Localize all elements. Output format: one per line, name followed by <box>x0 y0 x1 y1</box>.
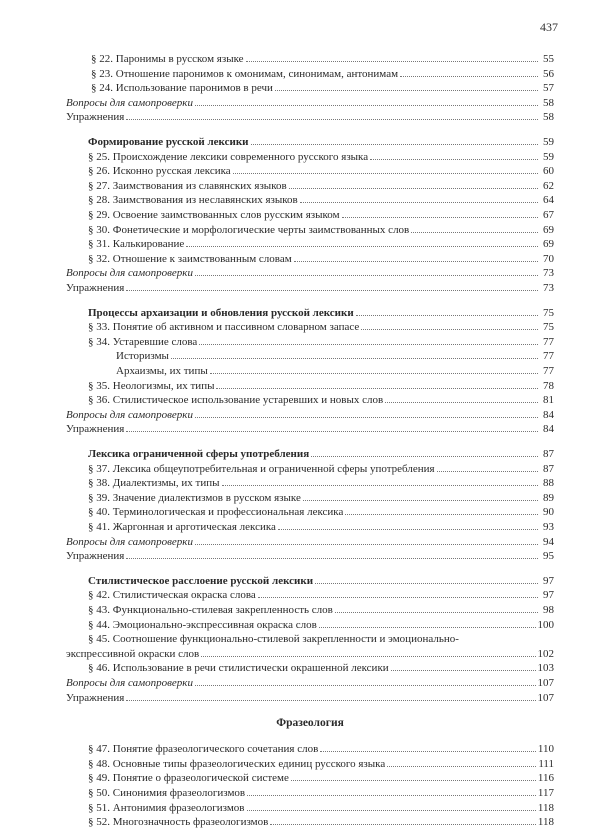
toc-page-number: 94 <box>543 536 554 548</box>
toc-entry <box>66 462 554 476</box>
toc-page-number: 93 <box>543 521 554 533</box>
dot-leader <box>126 110 538 120</box>
dot-leader <box>222 476 538 486</box>
toc-entry <box>66 491 554 505</box>
toc-entry <box>66 364 554 378</box>
toc-entry-title: § 50. Синонимия фразеологизмов <box>88 787 246 799</box>
toc-page-number: 78 <box>543 380 554 392</box>
toc-page-number: 55 <box>543 53 554 65</box>
dot-leader <box>199 335 538 345</box>
toc-entry <box>66 237 554 251</box>
dot-leader <box>294 252 538 262</box>
toc-page-number: 118 <box>537 816 554 828</box>
toc-page-number: 69 <box>543 224 554 236</box>
toc-heading <box>66 574 554 588</box>
toc-entry-title: § 27. Заимствования из славянских языков <box>88 180 287 192</box>
dot-leader <box>126 422 538 432</box>
dot-leader <box>315 574 538 584</box>
toc-page-number: 102 <box>537 648 554 660</box>
toc-entry <box>66 520 554 534</box>
toc-page-number: 107 <box>537 692 554 704</box>
toc-page-number: 77 <box>543 336 554 348</box>
dot-leader <box>270 815 536 825</box>
toc-entry <box>66 179 554 193</box>
toc-entry-title: § 46. Использование в речи стилистически окрашенной лексики <box>88 662 389 674</box>
dot-leader <box>311 447 538 457</box>
toc-heading <box>66 306 554 320</box>
toc-page-number: 56 <box>543 68 554 80</box>
toc-entry <box>66 505 554 519</box>
toc-page-number: 117 <box>537 787 554 799</box>
toc-entry-title: § 31. Калькирование <box>88 238 185 250</box>
dot-leader <box>335 603 538 613</box>
toc-entry <box>66 661 554 675</box>
toc-entry-title: Упражнения <box>66 550 125 562</box>
toc-entry <box>66 408 554 422</box>
toc-entry <box>66 632 554 646</box>
toc-entry-title: § 35. Неологизмы, их типы <box>88 380 215 392</box>
toc-entry <box>66 266 554 280</box>
toc-entry <box>66 393 554 407</box>
toc-entry <box>66 476 554 490</box>
toc-entry-title: § 22. Паронимы в русском языке <box>91 53 244 65</box>
toc-entry <box>66 349 554 363</box>
toc-entry-title: § 43. Функционально-стилевая закрепленность слов <box>88 604 333 616</box>
dot-leader <box>195 266 538 276</box>
toc-page-number: 84 <box>543 409 554 421</box>
toc-entry-title: Вопросы для самопроверки <box>66 536 193 548</box>
toc-entry-title: § 48. Основные типы фразеологических единиц русского языка <box>88 758 386 770</box>
dot-leader <box>289 179 538 189</box>
dot-leader <box>356 306 538 316</box>
toc-entry-title: § 40. Терминологическая и профессиональная лексика <box>88 506 344 518</box>
dot-leader <box>247 801 536 811</box>
toc-entry <box>66 647 554 661</box>
toc-entry <box>66 535 554 549</box>
dot-leader <box>391 661 536 671</box>
toc-entry-title: Вопросы для самопроверки <box>66 267 193 279</box>
dot-leader <box>320 742 536 752</box>
toc-entry <box>66 110 554 124</box>
dot-leader <box>342 208 538 218</box>
toc-page-number: 70 <box>543 253 554 265</box>
toc-page-number: 111 <box>538 758 554 770</box>
toc-page-number: 90 <box>543 506 554 518</box>
toc-entry-title: Вопросы для самопроверки <box>66 97 193 109</box>
toc-page-number: 84 <box>543 423 554 435</box>
toc-entry-title: Вопросы для самопроверки <box>66 677 193 689</box>
toc-page-number: 57 <box>543 82 554 94</box>
toc-entry <box>66 676 554 690</box>
toc-page-number: 97 <box>543 589 554 601</box>
toc-page-number: 60 <box>543 165 554 177</box>
dot-leader <box>195 96 538 106</box>
toc-page-number: 88 <box>543 477 554 489</box>
toc-page-number: 73 <box>543 267 554 279</box>
toc-entry-title: § 52. Многозначность фразеологизмов <box>88 816 269 828</box>
dot-leader <box>126 691 535 701</box>
dot-leader <box>247 786 536 796</box>
toc-entry <box>66 757 554 771</box>
toc-page-number: 103 <box>537 662 554 674</box>
dot-leader <box>195 535 538 545</box>
toc-entry <box>66 815 554 829</box>
toc-entry-title: § 45. Соотношение функционально-стилевой закрепленности и эмоционально- <box>88 633 459 645</box>
toc-entry <box>66 549 554 563</box>
toc-entry <box>66 691 554 705</box>
toc-entry-title: § 42. Стилистическая окраска слова <box>88 589 256 601</box>
toc-page-number: 118 <box>537 802 554 814</box>
dot-leader <box>437 462 538 472</box>
toc-entry-title: § 44. Эмоционально-экспрессивная окраска слов <box>88 619 317 631</box>
dot-leader <box>251 135 538 145</box>
toc-entry-title: Лексика ограниченной сферы употребления <box>88 448 310 460</box>
toc-entry <box>66 81 554 95</box>
toc-page-number: 110 <box>537 743 554 755</box>
dot-leader <box>319 618 536 628</box>
toc-page-number: 75 <box>543 307 554 319</box>
toc-page-number: 73 <box>543 282 554 294</box>
toc-page-number: 75 <box>543 321 554 333</box>
toc-page-number: 77 <box>543 365 554 377</box>
toc-entry-title: § 33. Понятие об активном и пассивном словарном запасе <box>88 321 360 333</box>
dot-leader <box>361 320 538 330</box>
toc-page-number: 95 <box>543 550 554 562</box>
toc-page-number: 89 <box>543 492 554 504</box>
toc-entry-title: § 38. Диалектизмы, их типы <box>88 477 220 489</box>
toc-page-number: 67 <box>543 209 554 221</box>
dot-leader <box>246 52 538 62</box>
dot-leader <box>303 491 538 501</box>
toc-entry-title: § 39. Значение диалектизмов в русском языке <box>88 492 301 504</box>
dot-leader <box>258 588 538 598</box>
toc-entry <box>66 96 554 110</box>
toc-entry <box>66 208 554 222</box>
toc-entry-title: § 30. Фонетические и морфологические черты заимствованных слов <box>88 224 410 236</box>
toc-entry <box>66 422 554 436</box>
dot-leader <box>275 81 538 91</box>
dot-leader <box>278 520 538 530</box>
toc-entry-title: Формирование русской лексики <box>88 136 249 148</box>
toc-entry-title: Упражнения <box>66 692 125 704</box>
toc-entry <box>66 801 554 815</box>
toc-page-number: 98 <box>543 604 554 616</box>
toc-entry-title: Процессы архаизации и обновления русской лексики <box>88 307 354 319</box>
toc-entry <box>66 742 554 756</box>
toc-entry <box>66 588 554 602</box>
toc-entry <box>66 320 554 334</box>
toc-entry <box>66 164 554 178</box>
toc-entry-title: § 25. Происхождение лексики современного русского языка <box>88 151 369 163</box>
dot-leader <box>411 223 538 233</box>
toc-page-number: 97 <box>543 575 554 587</box>
toc-entry-title: § 51. Антонимия фразеологизмов <box>88 802 245 814</box>
toc-entry-title: § 36. Стилистическое использование устаревших и новых слов <box>88 394 384 406</box>
dot-leader <box>300 193 538 203</box>
toc-entry-title: § 29. Освоение заимствованных слов русским языком <box>88 209 340 221</box>
toc-page-number: 58 <box>543 97 554 109</box>
toc-entry-title: § 26. Исконно русская лексика <box>88 165 231 177</box>
dot-leader <box>400 67 538 77</box>
dot-leader <box>233 164 538 174</box>
dot-leader <box>345 505 538 515</box>
toc-entry-title: экспрессивной окраски слов <box>66 648 200 660</box>
dot-leader <box>195 676 536 686</box>
toc-entry-title: § 23. Отношение паронимов к омонимам, синонимам, антонимам <box>91 68 399 80</box>
toc-entry-title: § 41. Жаргонная и арготическая лексика <box>88 521 276 533</box>
toc-page-number: 81 <box>543 394 554 406</box>
toc-page-number: 58 <box>543 111 554 123</box>
toc-entry <box>66 52 554 66</box>
toc-entry <box>66 223 554 237</box>
toc-entry <box>66 786 554 800</box>
toc-entry-title: § 34. Устаревшие слова <box>88 336 198 348</box>
dot-leader <box>186 237 538 247</box>
toc-entry-title: Упражнения <box>66 282 125 294</box>
toc-entry <box>66 379 554 393</box>
toc-entry-title: Историзмы <box>116 350 169 362</box>
section-heading: Фразеология <box>276 717 344 729</box>
toc-entry <box>66 618 554 632</box>
toc-entry <box>66 771 554 785</box>
toc-heading <box>66 447 554 461</box>
toc-entry-title: § 37. Лексика общеупотребительная и ограниченной сферы употребления <box>88 463 435 475</box>
dot-leader <box>385 393 538 403</box>
dot-leader <box>291 771 536 781</box>
toc-page-number: 77 <box>543 350 554 362</box>
toc-page-number: 116 <box>537 772 554 784</box>
toc-entry-title: § 28. Заимствования из неславянских языков <box>88 194 298 206</box>
toc-entry-title: Архаизмы, их типы <box>116 365 208 377</box>
toc-entry-title: Упражнения <box>66 111 125 123</box>
dot-leader <box>216 379 538 389</box>
toc-entry-title: Вопросы для самопроверки <box>66 409 193 421</box>
toc-entry <box>66 193 554 207</box>
toc-entry <box>66 603 554 617</box>
toc-entry-title: § 24. Использование паронимов в речи <box>91 82 273 94</box>
toc-entry-title: § 32. Отношение к заимствованным словам <box>88 253 292 265</box>
toc-entry-title: § 49. Понятие о фразеологической системе <box>88 772 289 784</box>
toc-entry-title: Упражнения <box>66 423 125 435</box>
toc-page-number: 87 <box>543 448 554 460</box>
toc-entry <box>66 281 554 295</box>
toc-page-number: 87 <box>543 463 554 475</box>
toc-page-number: 107 <box>537 677 554 689</box>
dot-leader <box>387 757 536 767</box>
toc-entry <box>66 252 554 266</box>
toc-entry <box>66 67 554 81</box>
dot-leader <box>370 150 538 160</box>
toc-page-number: 64 <box>543 194 554 206</box>
dot-leader <box>201 647 535 657</box>
toc-entry-title: Стилистическое расслоение русской лексики <box>88 575 314 587</box>
toc-page-number: 59 <box>543 136 554 148</box>
dot-leader <box>210 364 538 374</box>
toc-heading <box>66 135 554 149</box>
toc-page-number: 100 <box>537 619 554 631</box>
toc-page-number: 69 <box>543 238 554 250</box>
page-number: 437 <box>540 20 558 34</box>
toc-page-number: 59 <box>543 151 554 163</box>
toc-entry <box>66 150 554 164</box>
dot-leader <box>126 549 538 559</box>
toc-page-number: 62 <box>543 180 554 192</box>
dot-leader <box>195 408 538 418</box>
dot-leader <box>171 349 538 359</box>
toc-entry-title: § 47. Понятие фразеологического сочетания слов <box>88 743 319 755</box>
toc-entry <box>66 335 554 349</box>
dot-leader <box>126 281 538 291</box>
